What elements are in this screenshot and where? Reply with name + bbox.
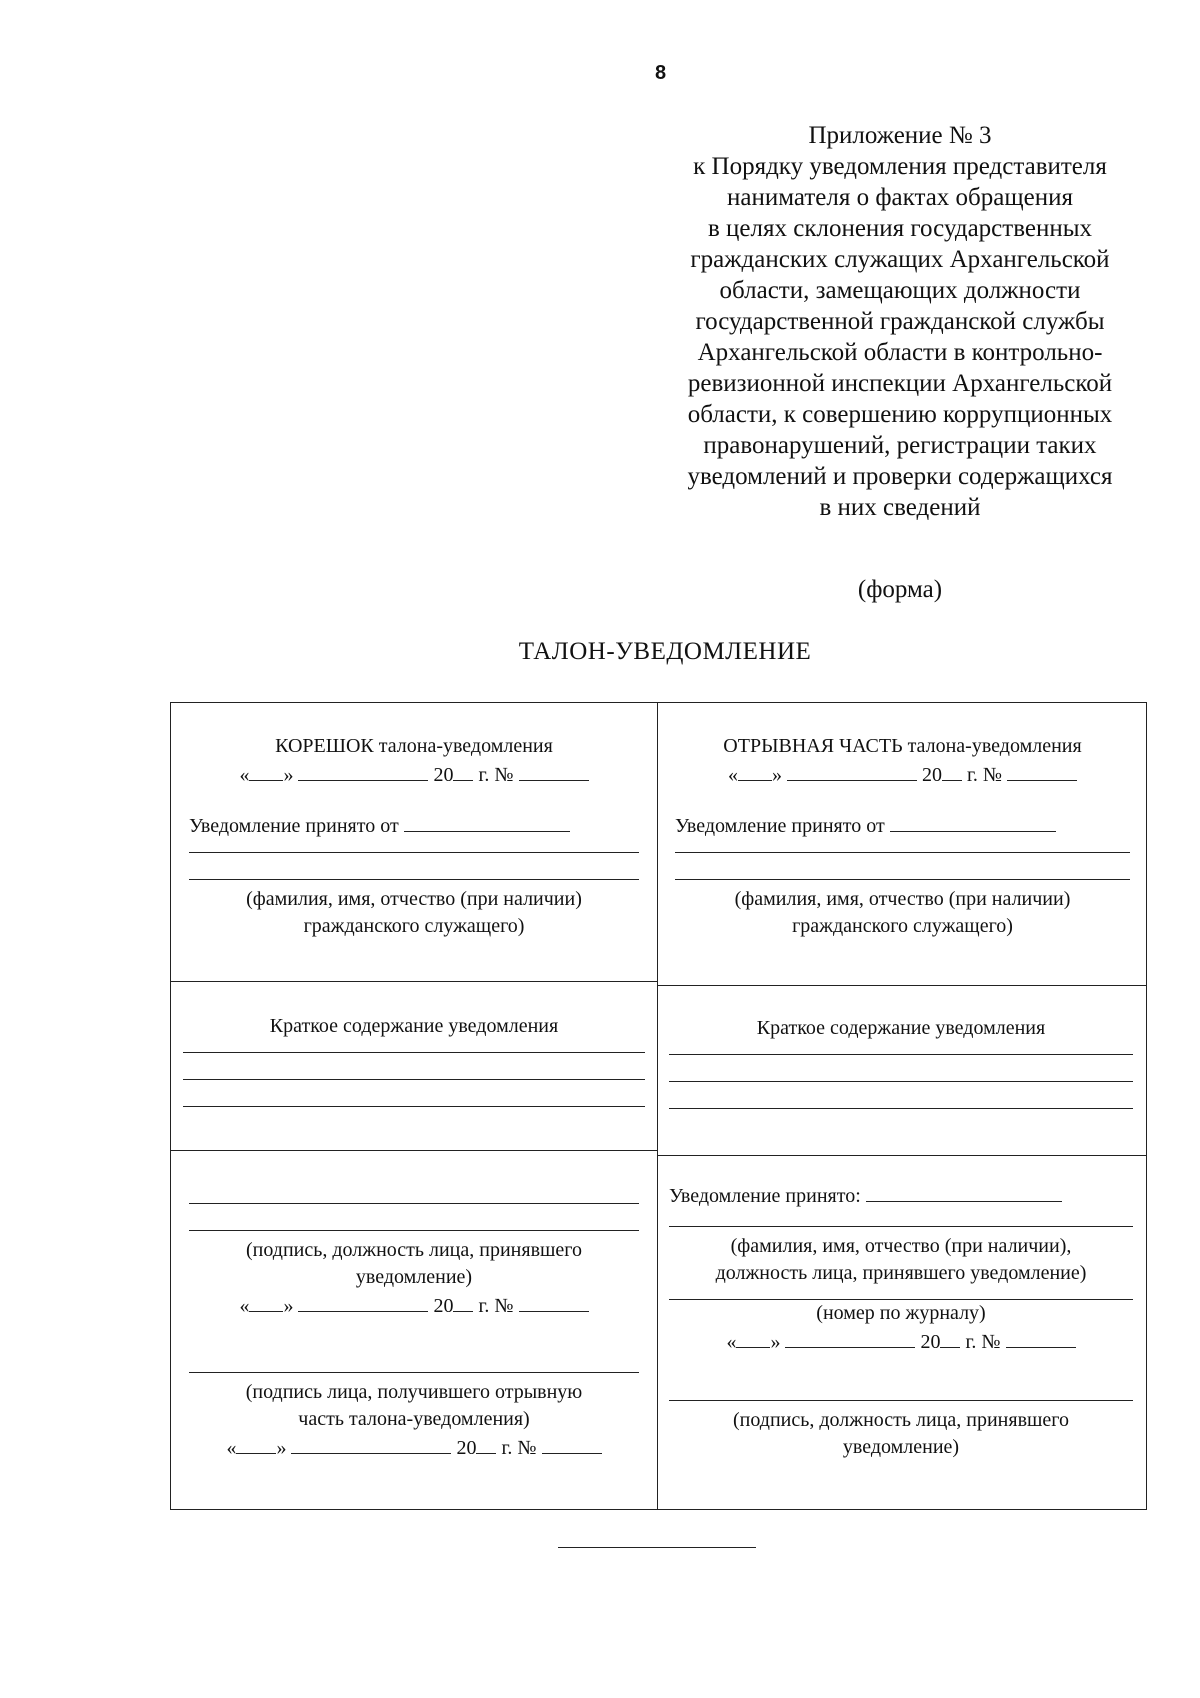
fill-line[interactable] <box>183 1079 645 1080</box>
fill-line[interactable] <box>189 1230 639 1231</box>
stub-summary-label: Краткое содержание уведомления <box>269 1015 559 1037</box>
fill-line[interactable] <box>669 1226 1133 1227</box>
stub-sign-caption-2: уведомление) <box>355 1266 473 1288</box>
detachable-date-line <box>675 760 1130 789</box>
detachable-sign-caption-2: уведомление) <box>842 1436 960 1458</box>
fill-line[interactable] <box>189 879 639 880</box>
date-quote-open: « <box>239 764 250 786</box>
number-label: г. № <box>965 1331 1001 1353</box>
year-blank[interactable] <box>942 760 962 781</box>
number-label: г. № <box>501 1437 537 1459</box>
stub-signature-section <box>189 1203 639 1462</box>
date-quote-open: « <box>239 1295 250 1317</box>
acceptor-caption-1: (фамилия, имя, отчество (при наличии), <box>730 1235 1072 1257</box>
end-of-document-rule <box>558 1547 756 1548</box>
detachable-header-section <box>675 733 1130 940</box>
year-blank[interactable] <box>453 760 473 781</box>
date-quote-close: » <box>770 1331 781 1353</box>
number-blank[interactable] <box>519 1291 589 1312</box>
day-blank[interactable] <box>738 760 772 781</box>
detachable-acceptance-section <box>669 1181 1133 1461</box>
row-divider <box>657 985 1146 986</box>
date-quote-close: » <box>771 764 782 786</box>
year-blank[interactable] <box>940 1327 960 1348</box>
detachable-fio-caption-1: (фамилия, имя, отчество (при наличии) <box>734 888 1071 910</box>
notice-form-table <box>170 702 1147 1510</box>
date-quote-close: » <box>283 764 294 786</box>
annex-line: области, замещающих должности <box>719 277 1081 304</box>
stub-sign-date-line <box>189 1291 639 1320</box>
year-prefix: 20 <box>433 764 454 786</box>
annex-line: правонарушений, регистрации таких <box>703 432 1097 459</box>
annex-line: Архангельской области в контрольно- <box>697 339 1103 366</box>
stub-date-line <box>189 760 639 789</box>
annex-line: Приложение № 3 <box>808 122 992 149</box>
annex-line: гражданских служащих Архангельской <box>690 246 1110 273</box>
year-prefix: 20 <box>433 1295 454 1317</box>
document-title: ТАЛОН-УВЕДОМЛЕНИЕ <box>518 638 812 665</box>
fill-line[interactable] <box>669 1108 1133 1109</box>
number-blank[interactable] <box>1007 760 1077 781</box>
annex-line: ревизионной инспекции Архангельской <box>687 370 1113 397</box>
detachable-fio-caption-2: гражданского служащего) <box>792 915 1013 937</box>
stub-receiver-caption-1: (подпись лица, получившего отрывную <box>245 1381 583 1403</box>
stub-received-from <box>189 811 639 840</box>
annex-line: нанимателя о фактах обращения <box>727 184 1073 211</box>
day-blank[interactable] <box>249 760 283 781</box>
number-blank[interactable] <box>1006 1327 1076 1348</box>
detachable-summary-section <box>669 1015 1133 1109</box>
detachable-received-from <box>675 811 1130 840</box>
number-label: г. № <box>966 764 1003 786</box>
annex-line: области, к совершению коррупционных <box>687 401 1113 428</box>
fill-line[interactable] <box>189 852 639 853</box>
acceptor-caption-2: должность лица, принявшего уведомление) <box>715 1262 1087 1284</box>
stub-summary-section <box>183 1013 645 1107</box>
stub-sign-caption-1: (подпись, должность лица, принявшего <box>245 1239 582 1261</box>
accepted-row <box>669 1181 1133 1210</box>
number-label: г. № <box>478 1295 514 1317</box>
month-blank[interactable] <box>291 1433 451 1454</box>
detachable-header: ОТРЫВНАЯ ЧАСТЬ талона-уведомления <box>723 735 1082 757</box>
stub-fio-caption-1: (фамилия, имя, отчество (при наличии) <box>246 888 582 910</box>
annex-line: в целях склонения государственных <box>707 215 1093 242</box>
received-from-label: Уведомление принято от <box>675 815 885 837</box>
form-label: (форма) <box>857 576 943 603</box>
month-blank[interactable] <box>298 760 428 781</box>
day-blank[interactable] <box>736 1327 770 1348</box>
number-blank[interactable] <box>542 1433 602 1454</box>
day-blank[interactable] <box>249 1291 283 1312</box>
signature-line[interactable] <box>189 1203 639 1204</box>
month-blank[interactable] <box>785 1327 915 1348</box>
detachable-summary-label: Краткое содержание уведомления <box>756 1017 1046 1039</box>
row-divider <box>657 1155 1146 1156</box>
signature-line[interactable] <box>669 1400 1133 1401</box>
year-blank[interactable] <box>453 1291 473 1312</box>
date-quote-close: » <box>283 1295 294 1317</box>
received-from-label: Уведомление принято от <box>189 815 399 837</box>
page-number: 8 <box>655 62 667 84</box>
date-quote-open: « <box>726 1331 737 1353</box>
annex-line: государственной гражданской службы <box>695 308 1105 335</box>
year-prefix: 20 <box>456 1437 477 1459</box>
year-prefix: 20 <box>921 764 942 786</box>
number-label: г. № <box>478 764 514 786</box>
fill-line[interactable] <box>675 852 1130 853</box>
fill-line[interactable] <box>183 1106 645 1107</box>
row-divider <box>171 981 657 982</box>
received-from-blank[interactable] <box>890 811 1056 832</box>
fill-line[interactable] <box>675 879 1130 880</box>
fill-line[interactable] <box>669 1054 1133 1055</box>
annex-line: уведомлений и проверки содержащихся <box>687 463 1113 490</box>
stub-header-section <box>189 733 639 940</box>
detachable-sign-caption-1: (подпись, должность лица, принявшего <box>732 1409 1069 1431</box>
date-quote-open: « <box>226 1437 237 1459</box>
stub-header: КОРЕШОК талона-уведомления <box>275 735 553 757</box>
month-blank[interactable] <box>298 1291 428 1312</box>
accepted-blank[interactable] <box>866 1181 1062 1202</box>
stub-receiver-caption-2: часть талона-уведомления) <box>298 1408 530 1430</box>
fill-line[interactable] <box>669 1081 1133 1082</box>
fill-line[interactable] <box>183 1052 645 1053</box>
date-quote-close: » <box>276 1437 287 1459</box>
annex-line: к Порядку уведомления представителя <box>693 153 1107 180</box>
signature-line[interactable] <box>189 1372 639 1373</box>
month-blank[interactable] <box>787 760 917 781</box>
detachable-accept-date-line <box>669 1327 1133 1356</box>
annex-line: в них сведений <box>819 494 981 521</box>
accepted-label: Уведомление принято: <box>669 1185 861 1207</box>
row-divider <box>171 1150 657 1151</box>
day-blank[interactable] <box>236 1433 276 1454</box>
journal-caption: (номер по журналу) <box>816 1302 986 1324</box>
received-from-blank[interactable] <box>404 811 570 832</box>
column-divider <box>657 703 658 1509</box>
year-blank[interactable] <box>476 1433 496 1454</box>
year-prefix: 20 <box>920 1331 941 1353</box>
date-quote-open: « <box>727 764 738 786</box>
annex-heading <box>640 120 1160 523</box>
number-blank[interactable] <box>519 760 589 781</box>
stub-receiver-date-line <box>189 1433 639 1462</box>
stub-fio-caption-2: гражданского служащего) <box>303 915 525 937</box>
